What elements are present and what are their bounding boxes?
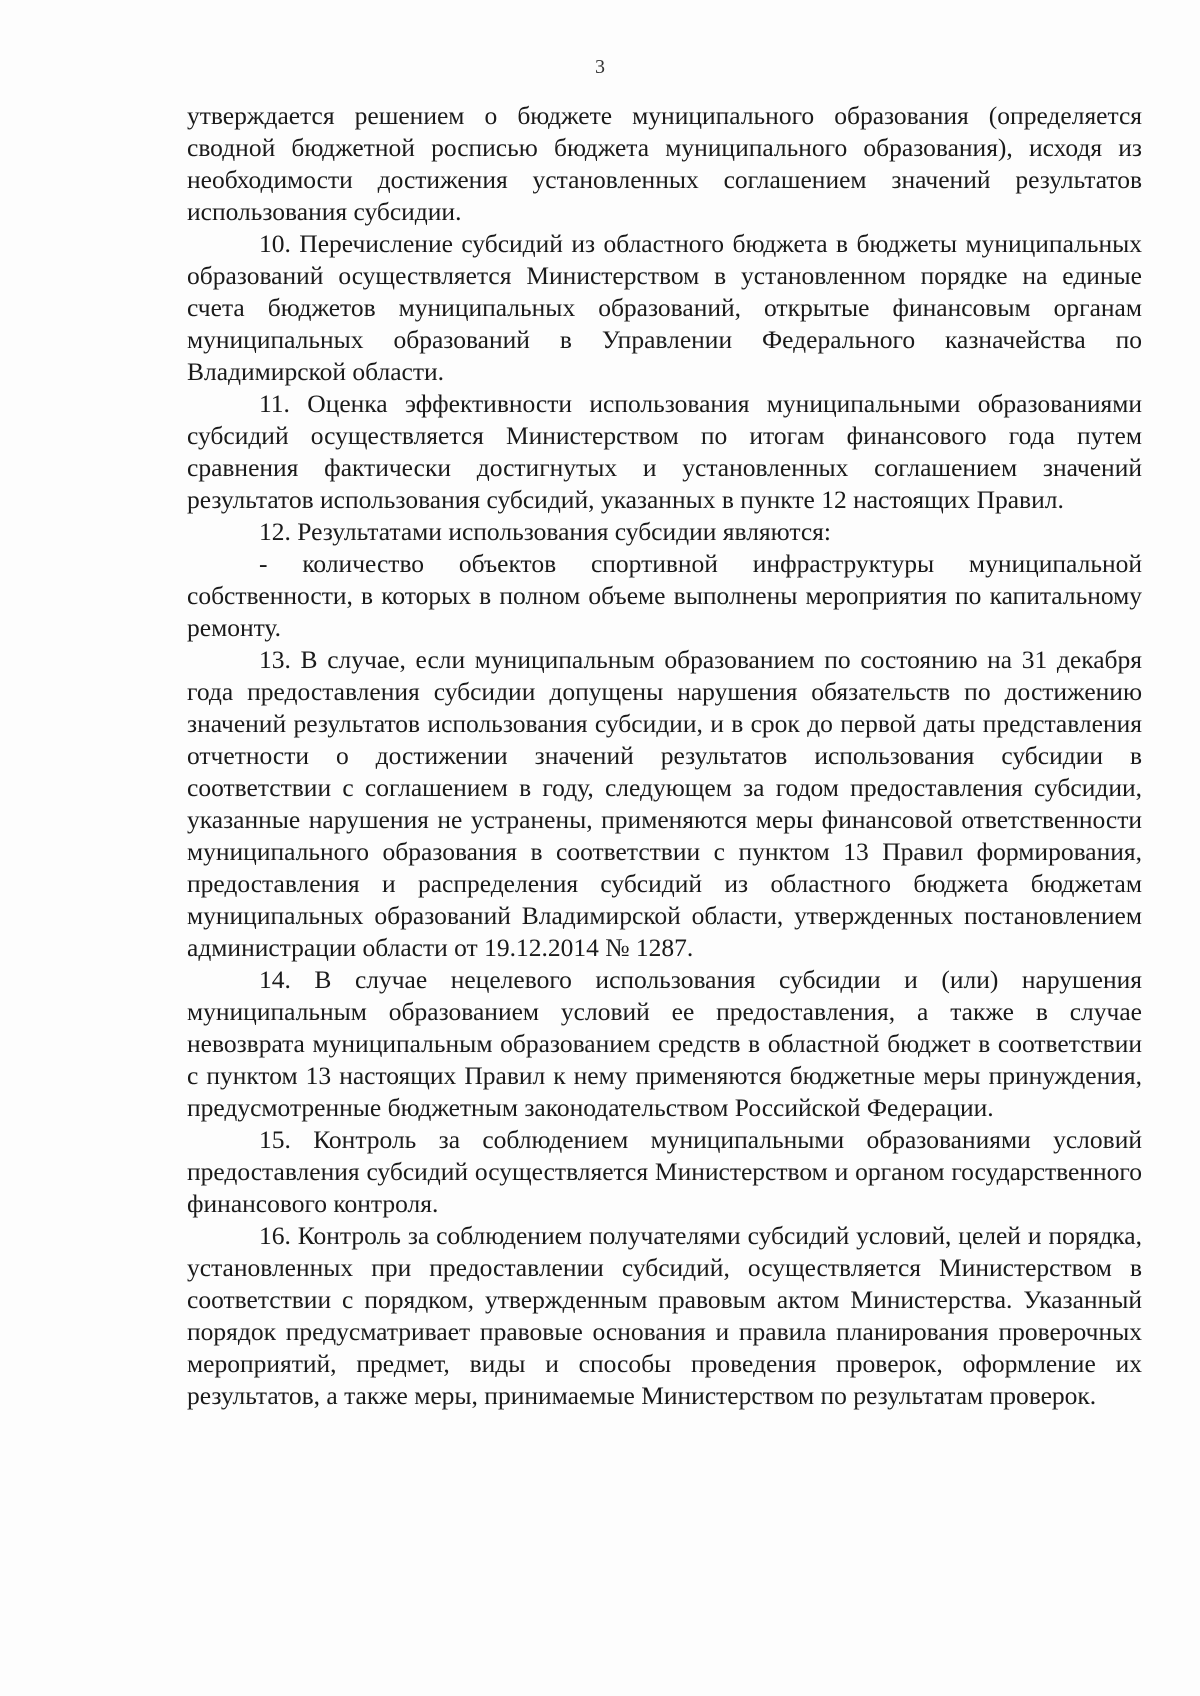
document-body [187, 100, 1142, 1412]
page-number: 3 [595, 56, 605, 78]
paragraph-continuation: утверждается решением о бюджете муниципального образования (определяется сводной бюджетной росписью бюджета муниципального образования), исходя из необходимости достижения установленных соглашением значений результатов использования субсидии. [187, 101, 1142, 226]
paragraph-12-item: - количество объектов спортивной инфраструктуры муниципальной собственности, в которых в полном объеме выполнены мероприятия по капитальному ремонту. [187, 549, 1142, 642]
paragraph-15: 15. Контроль за соблюдением муниципальными образованиями условий предоставления субсидий осуществляется Министерством и органом государственного финансового контроля. [187, 1125, 1142, 1218]
paragraph-12: 12. Результатами использования субсидии являются: [259, 517, 831, 546]
paragraph-13: 13. В случае, если муниципальным образованием по состоянию на 31 декабря года предоставления субсидии допущены нарушения обязательств по достижению значений результатов использования субсидии, и в срок до первой даты представления отчетности о достижении значений результатов использования субсидии в соответствии с соглашением в году, следующем за годом предоставления субсидии, указанные нарушения не устранены, применяются меры финансовой ответственности муниципального образования в соответствии с пунктом 13 Правил формирования, предоставления и распределения субсидий из областного бюджета бюджетам муниципальных образований Владимирской области, утвержденных постановлением администрации области от 19.12.2014 № 1287. [187, 645, 1142, 962]
paragraph-11: 11. Оценка эффективности использования муниципальными образованиями субсидий осуществляется Министерством по итогам финансового года путем сравнения фактически достигнутых и установленных соглашением значений результатов использования субсидий, указанных в пункте 12 настоящих Правил. [187, 389, 1142, 514]
paragraph-10: 10. Перечисление субсидий из областного бюджета в бюджеты муниципальных образований осуществляется Министерством в установленном порядке на единые счета бюджетов муниципальных образований, открытые финансовым органам муниципальных образований в Управлении Федерального казначейства по Владимирской области. [187, 229, 1142, 386]
paragraph-14: 14. В случае нецелевого использования субсидии и (или) нарушения муниципальным образованием условий ее предоставления, а также в случае невозврата муниципальным образованием средств в областной бюджет в соответствии с пунктом 13 настоящих Правил к нему применяются бюджетные меры принуждения, предусмотренные бюджетным законодательством Российской Федерации. [187, 965, 1142, 1122]
paragraph-16: 16. Контроль за соблюдением получателями субсидий условий, целей и порядка, установленных при предоставлении субсидий, осуществляется Министерством в соответствии с порядком, утвержденным правовым актом Министерства. Указанный порядок предусматривает правовые основания и правила планирования проверочных мероприятий, предмет, виды и способы проведения проверок, оформление их результатов, а также меры, принимаемые Министерством по результатам проверок. [187, 1221, 1142, 1410]
